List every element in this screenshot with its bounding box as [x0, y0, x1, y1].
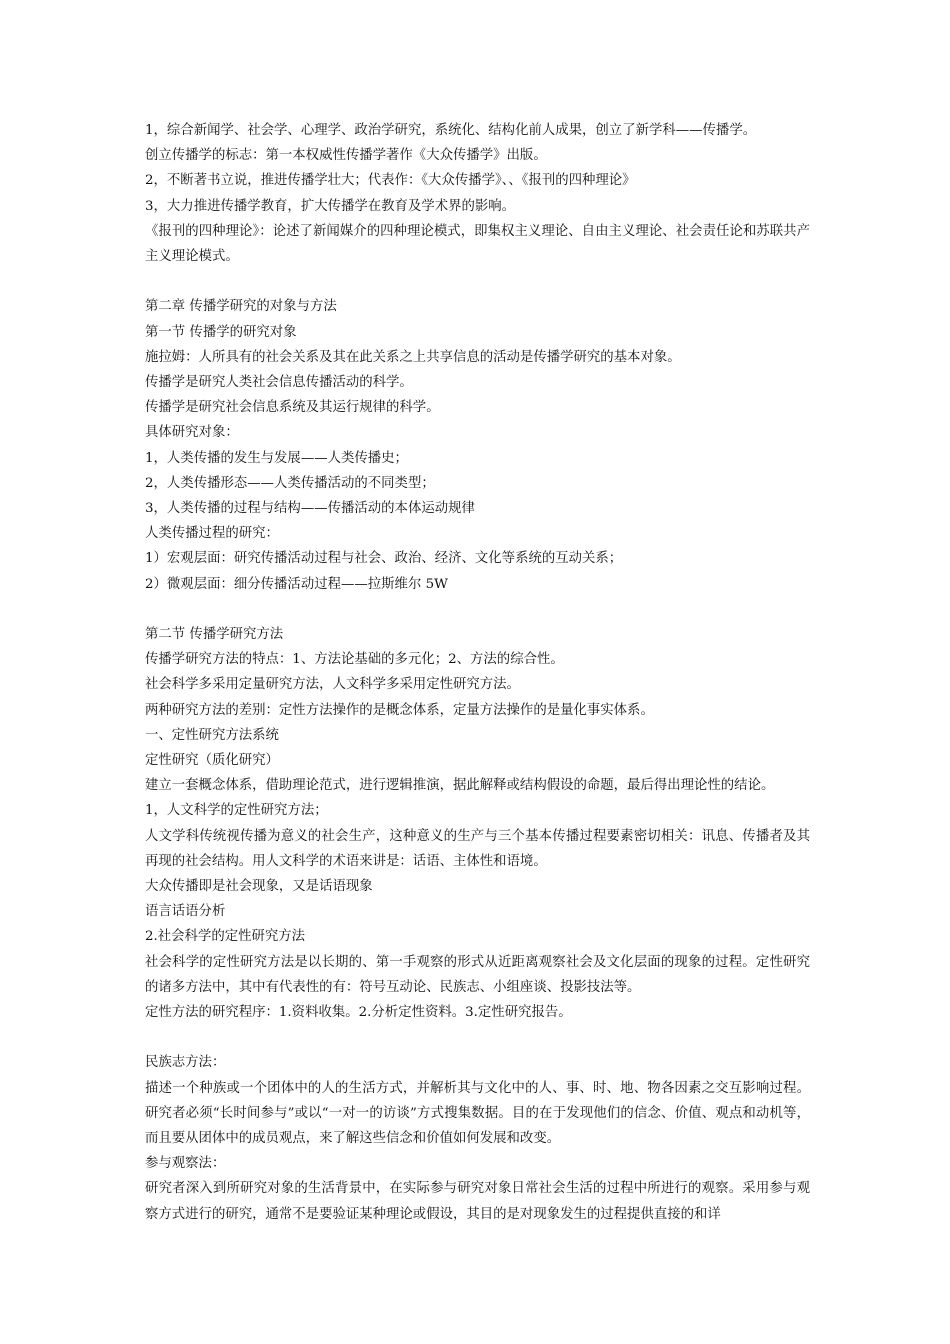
subheading: 1，人文科学的定性研究方法； — [145, 803, 328, 819]
paragraph: 研究者深入到所研究对象的生活背景中，在实际参与研究对象日常社会生活的过程中所进行的观察。采用参与观察方式进行的研究，通常不是要验证某种理论或假设，其目的是对现象发生的过程提供直接的和详 — [145, 1181, 810, 1222]
paragraph: 1，综合新闻学、社会学、心理学、政治学研究，系统化、结构化前人成果，创立了新学科——传播学。 — [145, 123, 757, 138]
subheading: 参与观察法： — [145, 1156, 226, 1172]
list-item: 3，人类传播的过程与结构——传播活动的本体运动规律 — [145, 501, 475, 517]
document-body — [145, 118, 810, 1227]
paragraph: 传播学是研究社会信息系统及其运行规律的科学。 — [145, 400, 440, 416]
subheading: 2.社会科学的定性研究方法 — [145, 929, 306, 945]
paragraph: 人文学科传统视传播为意义的社会生产，这种意义的生产与三个基本传播过程要素密切相关：讯息、传播者及其再现的社会结构。用人文科学的术语来讲是：话语、主体性和语境。 — [145, 828, 810, 869]
paragraph: 施拉姆：人所具有的社会关系及其在此关系之上共享信息的活动是传播学研究的基本对象。 — [145, 349, 681, 365]
list-item: 2，人类传播形态——人类传播活动的不同类型； — [145, 475, 435, 491]
blank-line — [145, 269, 810, 294]
chapter-title: 第二章 传播学研究的对象与方法 — [145, 299, 337, 315]
list-item: 1）宏观层面：研究传播活动过程与社会、政治、经济、文化等系统的互动关系； — [145, 551, 623, 567]
blank-line — [145, 1025, 810, 1050]
blank-line — [145, 597, 810, 622]
paragraph: 《报刊的四种理论》：论述了新闻媒介的四种理论模式，即集权主义理论、自由主义理论、社会责任论和苏联共产主义理论模式。 — [145, 223, 810, 265]
paragraph: 传播学是研究人类社会信息传播活动的科学。 — [145, 375, 413, 391]
paragraph: 3，大力推进传播学教育，扩大传播学在教育及学术界的影响。 — [145, 198, 516, 214]
paragraph: 大众传播即是社会现象，又是话语现象 — [145, 879, 373, 895]
paragraph: 人类传播过程的研究： — [145, 526, 279, 542]
paragraph: 创立传播学的标志：第一本权威性传播学著作《大众传播学》出版。 — [145, 148, 547, 164]
paragraph: 两种研究方法的差别：定性方法操作的是概念体系，定量方法操作的是量化事实体系。 — [145, 702, 654, 718]
section-title: 第二节 传播学研究方法 — [145, 627, 284, 643]
subheading: 民族志方法： — [145, 1055, 226, 1071]
paragraph: 社会科学的定性研究方法是以长期的、第一手观察的形式从近距离观察社会及文化层面的现象的过程。定性研究的诸多方法中，其中有代表性的有：符号互动论、民族志、小组座谈、投影技法等。 — [145, 954, 810, 995]
paragraph: 具体研究对象： — [145, 425, 239, 441]
paragraph: 2，不断著书立说，推进传播学壮大；代表作：《大众传播学》、、《报刊的四种理论》 — [145, 173, 636, 189]
section-title: 第一节 传播学的研究对象 — [145, 324, 297, 340]
list-item: 1，人类传播的发生与发展——人类传播史； — [145, 450, 408, 466]
list-item: 2）微观层面：细分传播活动过程——拉斯维尔 5W — [145, 576, 448, 592]
paragraph: 定性方法的研究程序：1.资料收集。2.分析定性资料。3.定性研究报告。 — [145, 1005, 572, 1021]
subheading: 一、定性研究方法系统 — [145, 727, 279, 743]
paragraph: 描述一个种族或一个团体中的人的生活方式，并解析其与文化中的人、事、时、地、物各因素之交互影响过程。研究者必须“长时间参与”或以“一对一的访谈”方式搜集数据。目的在于发现他们的信念、价值、观点和动机等，而且要从团体中的成员观点，来了解这些信念和价值如何发展和改变。 — [145, 1080, 810, 1147]
paragraph: 社会科学多采用定量研究方法，人文科学多采用定性研究方法。 — [145, 677, 520, 693]
paragraph: 传播学研究方法的特点：1、方法论基础的多元化；2、方法的综合性。 — [145, 652, 564, 668]
subheading: 定性研究（质化研究） — [145, 753, 279, 769]
paragraph: 建立一套概念体系，借助理论范式，进行逻辑推演，据此解释或结构假设的命题，最后得出理论性的结论。 — [145, 778, 775, 794]
paragraph: 语言话语分析 — [145, 904, 226, 920]
